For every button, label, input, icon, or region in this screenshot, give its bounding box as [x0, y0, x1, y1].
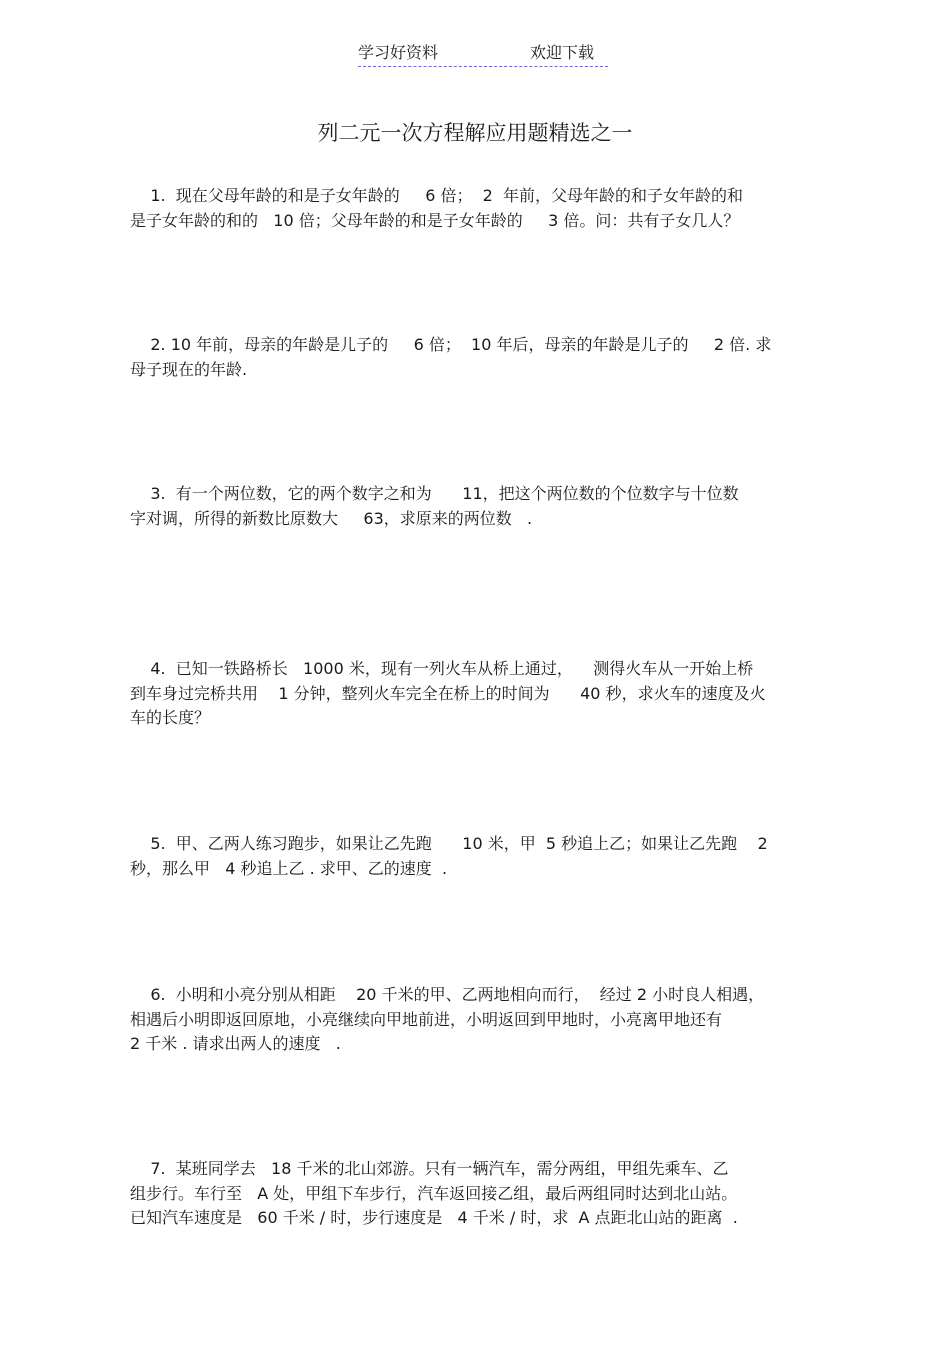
question-6-line-2: 相遇后小明即返回原地，小亮继续向甲地前进，小明返回到甲地时，小亮离甲地还有: [130, 1009, 723, 1029]
question-3-line-2: 字对调，所得的新数比原数大 63，求原来的两位数 .: [130, 508, 533, 528]
header-left-text: 学习好资料: [358, 43, 439, 62]
question-1: [130, 184, 840, 233]
question-6-line-3: 2 千米 . 请求出两人的速度 .: [130, 1034, 341, 1053]
question-2: [130, 333, 840, 382]
question-7-line-1: 7. 某班同学去 18 千米的北山郊游。只有一辆汽车，需分两组，甲组先乘车、乙: [130, 1159, 729, 1178]
question-6-line-1: 6. 小明和小亮分别从相距 20 千米的甲、乙两地相向而行， 经过 2 小时良人相遇，: [130, 985, 765, 1004]
question-5: [130, 832, 840, 881]
question-4-line-1: 4. 已知一铁路桥长 1000 米，现有一列火车从桥上通过， 测得火车从一开始上桥: [130, 659, 754, 678]
question-2-line-2: 母子现在的年龄.: [130, 359, 248, 379]
question-1-line-2: 是子女年龄的和的 10 倍；父母年龄的和是子女年龄的 3 倍。问：共有子女几人？: [130, 210, 740, 230]
question-4-line-2: 到车身过完桥共用 1 分钟，整列火车完全在桥上的时间为 40 秒，求火车的速度及火: [130, 683, 766, 703]
header-right-text: 欢迎下载: [530, 43, 595, 62]
question-5-line-2: 秒，那么甲 4 秒追上乙 . 求甲、乙的速度 .: [130, 858, 448, 878]
question-4-line-3: 车的长度？: [130, 708, 211, 727]
question-4: [130, 657, 840, 731]
question-7-line-3: 已知汽车速度是 60 千米 / 时，步行速度是 4 千米 / 时，求 A 点距北山站的距离 .: [130, 1208, 738, 1227]
question-6: [130, 983, 840, 1057]
question-3-line-1: 3. 有一个两位数，它的两个数字之和为 11，把这个两位数的个位数字与十位数: [130, 484, 739, 503]
question-1-line-1: 1. 现在父母年龄的和是子女年龄的 6 倍； 2 年前，父母年龄的和子女年龄的和: [130, 186, 744, 205]
page-header: [358, 42, 608, 67]
document-title: 列二元一次方程解应用题精选之一: [317, 121, 633, 145]
question-5-line-1: 5. 甲、乙两人练习跑步，如果让乙先跑 10 米，甲 5 秒追上乙；如果让乙先跑 2: [130, 834, 768, 853]
question-7: [130, 1157, 840, 1231]
question-7-line-2: 组步行。车行至 A 处，甲组下车步行，汽车返回接乙组，最后两组同时达到北山站。: [130, 1183, 738, 1203]
question-2-line-1: 2. 10 年前，母亲的年龄是儿子的 6 倍； 10 年后，母亲的年龄是儿子的 2 倍. 求: [130, 335, 772, 354]
question-3: [130, 482, 840, 531]
